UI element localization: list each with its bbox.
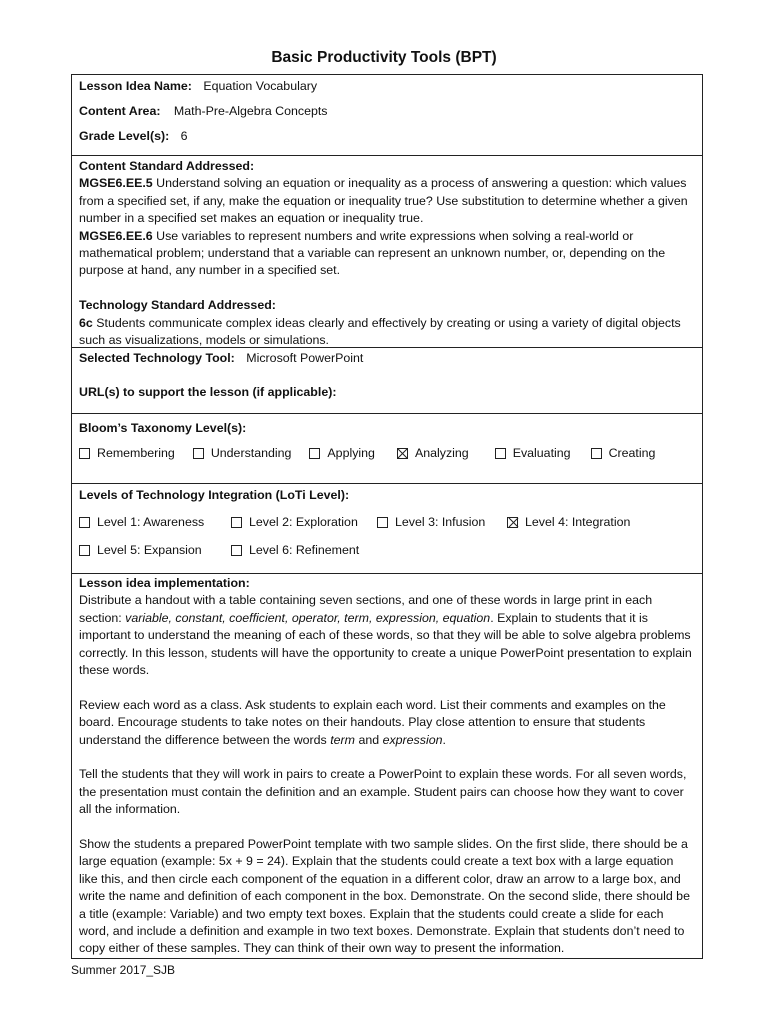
blooms-option-label: Creating	[608, 445, 656, 460]
checkbox-icon[interactable]	[377, 517, 388, 528]
technology-tool-label: Selected Technology Tool:	[79, 351, 235, 365]
checked-checkbox-icon[interactable]	[507, 517, 518, 528]
standard-2-code: MGSE6.EE.6	[79, 228, 153, 243]
blooms-option-remembering[interactable]	[79, 445, 175, 462]
content-area-row	[79, 103, 695, 128]
blooms-option-label: Applying	[327, 445, 375, 460]
blooms-option-label: Remembering	[97, 445, 175, 460]
content-standard-heading: Content Standard Addressed:	[79, 159, 255, 173]
grade-label: Grade Level(s):	[79, 129, 170, 143]
checkbox-icon[interactable]	[495, 448, 506, 459]
checkbox-icon[interactable]	[193, 448, 204, 459]
implementation-section	[72, 573, 702, 958]
checkbox-icon[interactable]	[309, 448, 320, 459]
loti-option-level-1[interactable]	[79, 514, 231, 531]
bpt-form-table	[71, 74, 703, 959]
implementation-heading: Lesson idea implementation:	[79, 576, 250, 590]
standard-2	[79, 228, 695, 280]
checkbox-icon[interactable]	[79, 448, 90, 459]
url-label: URL(s) to support the lesson (if applicable):	[79, 385, 337, 400]
loti-option-label: Level 5: Expansion	[97, 542, 202, 557]
blooms-option-applying[interactable]	[309, 445, 375, 462]
loti-options-row-1	[79, 509, 695, 535]
checkbox-icon[interactable]	[231, 545, 242, 556]
standards-section	[72, 155, 702, 347]
implementation-text: .	[442, 732, 446, 747]
blooms-option-evaluating[interactable]	[495, 445, 571, 462]
blooms-section	[72, 413, 702, 483]
checkbox-icon[interactable]	[591, 448, 602, 459]
technology-standard-heading: Technology Standard Addressed:	[79, 298, 276, 313]
technology-tool-row	[79, 350, 695, 367]
checkbox-icon[interactable]	[231, 517, 242, 528]
standard-1-code: MGSE6.EE.5	[79, 176, 153, 191]
implementation-text: Review each word as a class. Ask students to explain each word. List their comments and examples on the board. Encourage students to take notes on their handouts. Play close attention to ensure that students understand the difference between the words	[79, 697, 666, 747]
checkbox-icon[interactable]	[79, 545, 90, 556]
loti-option-label: Level 3: Infusion	[395, 514, 486, 529]
loti-option-level-4[interactable]	[507, 514, 630, 531]
loti-option-level-3[interactable]	[377, 514, 507, 531]
loti-heading: Levels of Technology Integration (LoTi Level):	[79, 488, 350, 502]
blooms-options	[79, 440, 695, 466]
blooms-heading: Bloom’s Taxonomy Level(s):	[79, 421, 247, 435]
technology-tool-value: Microsoft PowerPoint	[246, 351, 364, 365]
loti-option-level-6[interactable]	[231, 542, 359, 559]
content-area-label: Content Area:	[79, 104, 161, 118]
implementation-paragraph-1	[79, 592, 695, 679]
implementation-text: . Explain to students that it is important to understand the meaning of each of these words, so that they will be able to solve algebra problems correctly. In this lesson, students will have the opportunity to create a unique PowerPoint presentation to explain these words.	[79, 610, 692, 678]
implementation-paragraph-3: Tell the students that they will work in pairs to create a PowerPoint to explain these words. For all seven words, the presentation must contain the definition and an example. Student pairs can choose how they want to cover all the information.	[79, 767, 687, 817]
lesson-idea-row	[79, 78, 695, 103]
standard-2-text: Use variables to represent numbers and write expressions when solving a real-world or mathematical problem; understand that a variable can represent an unknown number, or, depending on the purpose at hand, any number in a specified set.	[79, 228, 666, 278]
blooms-option-label: Analyzing	[414, 445, 469, 460]
blooms-option-label: Understanding	[210, 445, 292, 460]
standard-1-text: Understand solving an equation or inequality as a process of answering a question: which values from a specified set, if any, make the equation or inequality true? Use substitution to determine whether a given number in a specified set makes an equation or inequality true.	[79, 176, 688, 226]
implementation-text: Distribute a handout with a table containing seven sections, and one of these words in large print in each section:	[79, 593, 653, 625]
lesson-idea-label: Lesson Idea Name:	[79, 79, 192, 93]
implementation-paragraph-4: Show the students a prepared PowerPoint template with two sample slides. On the first slide, there should be a large equation (example: 5x + 9 = 24). Explain that the students could create a text box with a large equation like this, and then circle each component of the equation in a different color, draw an arrow to a large box, and write the name and definition of each component in the box. Demonstrate. On the second slide, there should be a title (example: Variable) and two empty text boxes. Explain that the students could create a slide for each word, and include a definition and example in two text boxes. Demonstrate. Explain that students don’t need to copy either of these samples. They can think of their own way to present the information.	[79, 837, 690, 956]
technology-tool-section	[72, 347, 702, 413]
content-area-value: Math-Pre-Algebra Concepts	[173, 104, 328, 118]
loti-option-label: Level 4: Integration	[525, 514, 631, 529]
grade-row	[79, 128, 695, 145]
blooms-option-creating[interactable]	[591, 445, 656, 462]
grade-value: 6	[180, 129, 188, 143]
lesson-idea-value: Equation Vocabulary	[203, 79, 318, 93]
loti-option-level-5[interactable]	[79, 542, 231, 559]
vocabulary-words: variable, constant, coefficient, operator, term, expression, equation	[125, 610, 491, 625]
loti-options-row-2	[79, 537, 695, 563]
implementation-text: and	[355, 732, 383, 747]
technology-standard	[79, 315, 695, 350]
footer-text: Summer 2017_SJB	[71, 963, 176, 977]
loti-section	[72, 483, 702, 573]
blooms-option-analyzing[interactable]	[397, 445, 469, 462]
technology-standard-code: 6c	[79, 315, 93, 330]
technology-standard-text: Students communicate complex ideas clearly and effectively by creating or using a variety of digital objects such as visualizations, models or simulations.	[79, 315, 681, 348]
checkbox-icon[interactable]	[79, 517, 90, 528]
lesson-info-section	[72, 75, 702, 155]
loti-option-label: Level 2: Exploration	[249, 514, 358, 529]
blooms-option-understanding[interactable]	[193, 445, 292, 462]
loti-option-level-2[interactable]	[231, 514, 377, 531]
blooms-option-label: Evaluating	[512, 445, 571, 460]
word-expression: expression	[382, 732, 443, 747]
standard-1	[79, 175, 695, 227]
word-term: term	[330, 732, 355, 747]
loti-option-label: Level 1: Awareness	[97, 514, 205, 529]
page-title: Basic Productivity Tools (BPT)	[271, 49, 497, 66]
loti-option-label: Level 6: Refinement	[249, 542, 360, 557]
checked-checkbox-icon[interactable]	[397, 448, 408, 459]
implementation-paragraph-2	[79, 697, 695, 749]
